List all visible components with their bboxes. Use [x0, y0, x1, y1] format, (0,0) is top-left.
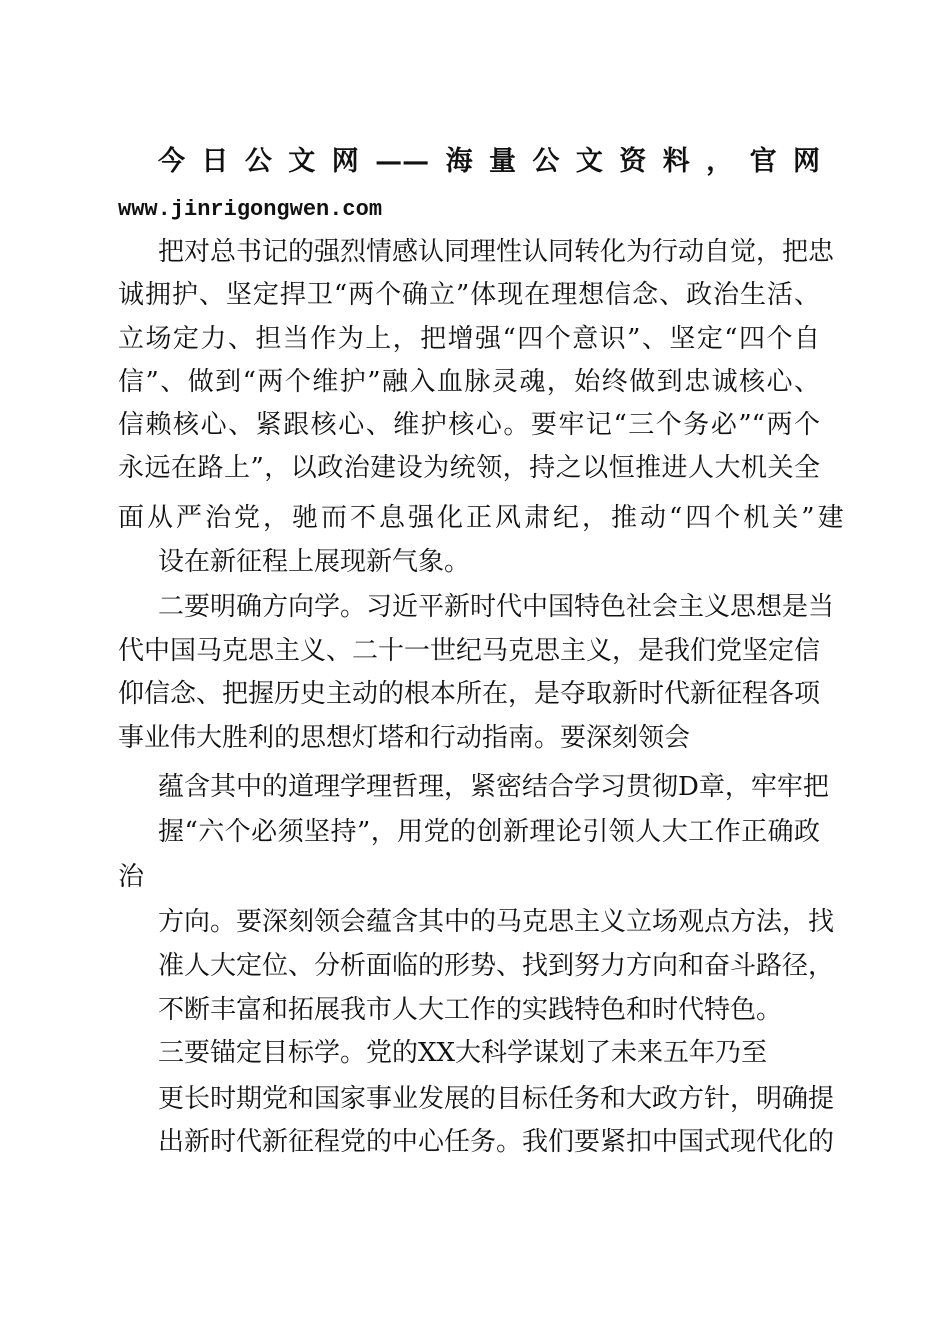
text-line: 诚拥护、坚定捍卫“两个确立”体现在理想信念、政治生活、	[118, 280, 820, 310]
text-line: 设在新征程上展现新气象。	[158, 547, 471, 577]
text-line: 信”、做到“两个维护”融入血脉灵魂，始终做到忠诚核心、	[118, 367, 820, 397]
text-line: 蕴含其中的道理学理哲理，紧密结合学习贯彻D章，牢牢把	[158, 772, 829, 802]
text-line: 治	[118, 862, 145, 892]
text-line: 更长时期党和国家事业发展的目标任务和大政方针，明确提	[158, 1084, 835, 1114]
text-line: 事业伟大胜利的思想灯塔和行动指南。要深刻领会	[118, 723, 691, 753]
text-line: 仰信念、把握历史主动的根本所在，是夺取新时代新征程各项	[118, 679, 821, 709]
text-line: 不断丰富和拓展我市人大工作的实践特色和时代特色。	[158, 995, 783, 1025]
text-line: 把对总书记的强烈情感认同理性认同转化为行动自觉，把忠	[158, 237, 835, 267]
text-line: 立场定力、担当作为上，把增强“四个意识”、坚定“四个自	[118, 324, 820, 354]
text-line: 面从严治党，驰而不息强化正风肃纪，推动“四个机关”建	[118, 503, 847, 533]
text-line: 握“六个必须坚持”，用党的创新理论引领人大工作正确政	[158, 817, 820, 847]
text-line: 三要锚定目标学。党的XX大科学谋划了未来五年乃至	[158, 1038, 768, 1068]
text-line: 信赖核心、紧跟核心、维护核心。要牢记“三个务必”“两个	[118, 410, 820, 440]
site-url: www.jinrigongwen.com	[118, 197, 383, 222]
text-line: 出新时代新征程党的中心任务。我们要紧扣中国式现代化的	[158, 1127, 835, 1157]
text-line: 永远在路上”，以政治建设为统领，持之以恒推进人大机关全	[118, 453, 820, 483]
site-title: 今日公文网——海量公文资料，官网	[158, 146, 820, 177]
text-line: 准人大定位、分析面临的形势、找到努力方向和奋斗路径，	[158, 951, 835, 981]
text-line: 二要明确方向学。习近平新时代中国特色社会主义思想是当	[158, 592, 835, 622]
text-line: 代中国马克思主义、二十一世纪马克思主义，是我们党坚定信	[118, 636, 821, 666]
text-line: 方向。要深刻领会蕴含其中的马克思主义立场观点方法，找	[158, 907, 835, 937]
